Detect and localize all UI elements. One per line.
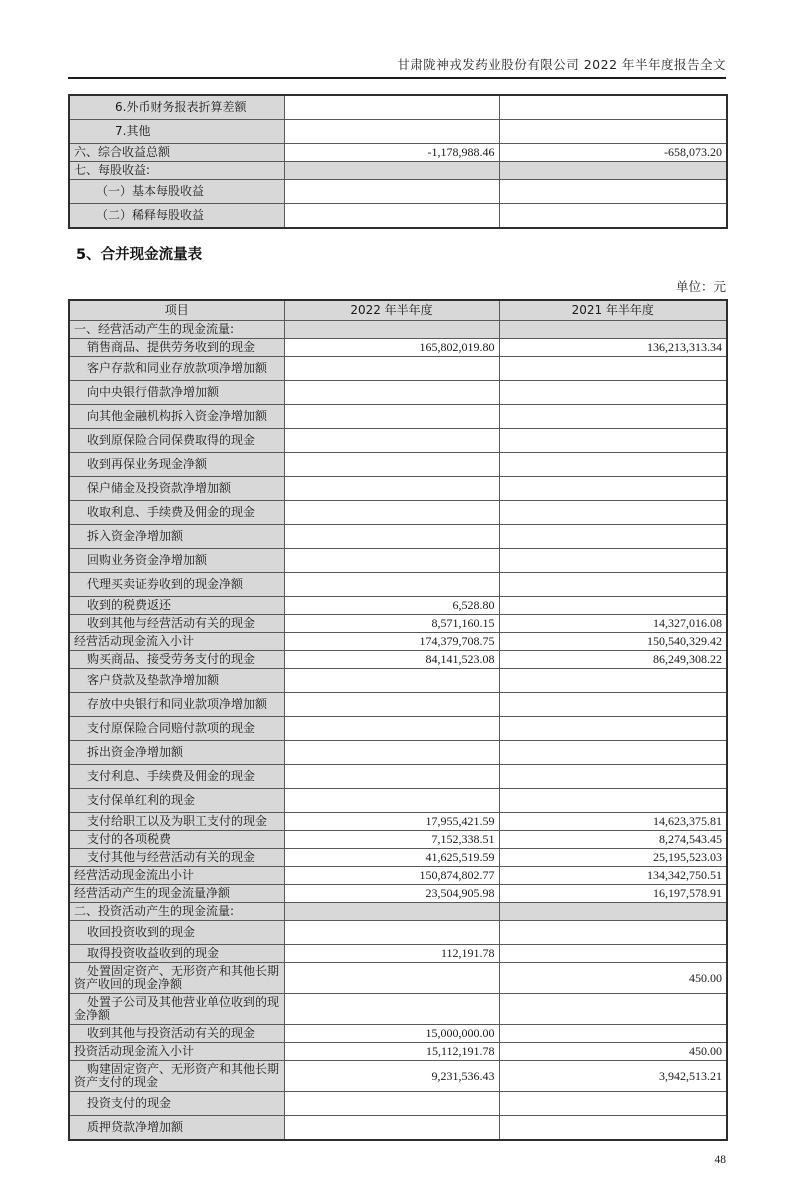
item-label-cell: 6.外币财务报表折算差额 bbox=[69, 95, 284, 120]
item-label-cell: 处置固定资产、无形资产和其他长期资产收回的现金净额 bbox=[69, 963, 284, 994]
value-2021-cell bbox=[499, 994, 727, 1025]
value-2022-cell bbox=[284, 573, 499, 597]
table-row bbox=[69, 669, 727, 693]
item-label-cell: 支付的各项税费 bbox=[69, 831, 284, 849]
item-label-cell: 处置子公司及其他营业单位收到的现金净额 bbox=[69, 994, 284, 1025]
table-row bbox=[69, 849, 727, 867]
table-row bbox=[69, 921, 727, 945]
value-2021-cell: 14,623,375.81 bbox=[499, 813, 727, 831]
column-header-item: 项目 bbox=[69, 300, 284, 321]
value-2022-cell: 23,504,905.98 bbox=[284, 885, 499, 903]
value-2021-cell bbox=[499, 120, 727, 144]
value-2022-cell bbox=[284, 405, 499, 429]
value-2021-cell bbox=[499, 1025, 727, 1043]
table-row bbox=[69, 994, 727, 1025]
value-2021-cell bbox=[499, 1092, 727, 1116]
table-row bbox=[69, 477, 727, 501]
value-2022-cell bbox=[284, 693, 499, 717]
item-label-cell: 七、每股收益: bbox=[69, 162, 284, 180]
value-2022-cell: 174,379,708.75 bbox=[284, 633, 499, 651]
value-2022-cell bbox=[284, 180, 499, 204]
value-2022-cell: 8,571,160.15 bbox=[284, 615, 499, 633]
value-2022-cell bbox=[284, 549, 499, 573]
item-label-cell: 代理买卖证券收到的现金净额 bbox=[69, 573, 284, 597]
value-2021-cell: 450.00 bbox=[499, 1043, 727, 1061]
column-header-2021: 2021 年半年度 bbox=[499, 300, 727, 321]
value-2021-cell bbox=[499, 903, 727, 921]
value-2022-cell bbox=[284, 357, 499, 381]
value-2021-cell bbox=[499, 357, 727, 381]
table-row bbox=[69, 1061, 727, 1092]
table-row bbox=[69, 633, 727, 651]
item-label-cell: 二、投资活动产生的现金流量: bbox=[69, 903, 284, 921]
item-label-cell: 支付保单红利的现金 bbox=[69, 789, 284, 813]
value-2021-cell: 86,249,308.22 bbox=[499, 651, 727, 669]
report-page bbox=[0, 57, 793, 1179]
table-row bbox=[69, 549, 727, 573]
table-row bbox=[69, 204, 727, 229]
table-row bbox=[69, 765, 727, 789]
value-2022-cell bbox=[284, 765, 499, 789]
item-label-cell: 客户贷款及垫款净增加额 bbox=[69, 669, 284, 693]
item-label-cell: 向中央银行借款净增加额 bbox=[69, 381, 284, 405]
value-2021-cell bbox=[499, 945, 727, 963]
value-2021-cell bbox=[499, 501, 727, 525]
value-2021-cell: 8,274,543.45 bbox=[499, 831, 727, 849]
item-label-cell: 收到的税费返还 bbox=[69, 597, 284, 615]
value-2022-cell: 41,625,519.59 bbox=[284, 849, 499, 867]
table-row bbox=[69, 717, 727, 741]
item-label-cell: 一、经营活动产生的现金流量: bbox=[69, 321, 284, 339]
value-2022-cell bbox=[284, 921, 499, 945]
item-label-cell: 经营活动产生的现金流量净额 bbox=[69, 885, 284, 903]
item-label-cell: 投资活动现金流入小计 bbox=[69, 1043, 284, 1061]
unit-label: 单位：元 bbox=[675, 279, 726, 294]
value-2021-cell: 136,213,313.34 bbox=[499, 339, 727, 357]
value-2021-cell: 16,197,578.91 bbox=[499, 885, 727, 903]
comprehensive-income-table-body bbox=[69, 95, 727, 228]
value-2021-cell bbox=[499, 741, 727, 765]
item-label-cell: 7.其他 bbox=[69, 120, 284, 144]
value-2022-cell: 6,528.80 bbox=[284, 597, 499, 615]
table-row bbox=[69, 339, 727, 357]
value-2022-cell: 15,112,191.78 bbox=[284, 1043, 499, 1061]
value-2021-cell bbox=[499, 525, 727, 549]
value-2022-cell bbox=[284, 381, 499, 405]
item-label-cell: 支付其他与经营活动有关的现金 bbox=[69, 849, 284, 867]
item-label-cell: 收到其他与经营活动有关的现金 bbox=[69, 615, 284, 633]
item-label-cell: 收到再保业务现金净额 bbox=[69, 453, 284, 477]
item-label-cell: 收到其他与投资活动有关的现金 bbox=[69, 1025, 284, 1043]
table-row bbox=[69, 95, 727, 120]
section-title: 5、合并现金流量表 bbox=[76, 247, 203, 263]
item-label-cell: 投资支付的现金 bbox=[69, 1092, 284, 1116]
item-label-cell: 质押贷款净增加额 bbox=[69, 1116, 284, 1141]
value-2022-cell bbox=[284, 1116, 499, 1141]
table-row bbox=[69, 885, 727, 903]
table-row bbox=[69, 357, 727, 381]
table-row bbox=[69, 405, 727, 429]
value-2022-cell bbox=[284, 95, 499, 120]
value-2022-cell bbox=[284, 669, 499, 693]
value-2021-cell bbox=[499, 204, 727, 229]
table-row bbox=[69, 903, 727, 921]
table-row bbox=[69, 1043, 727, 1061]
value-2021-cell bbox=[499, 921, 727, 945]
table-row bbox=[69, 429, 727, 453]
cashflow-table-head bbox=[69, 300, 727, 321]
item-label-cell: 回购业务资金净增加额 bbox=[69, 549, 284, 573]
value-2021-cell bbox=[499, 453, 727, 477]
table-row bbox=[69, 651, 727, 669]
value-2021-cell: 14,327,016.08 bbox=[499, 615, 727, 633]
item-label-cell: 向其他金融机构拆入资金净增加额 bbox=[69, 405, 284, 429]
value-2021-cell bbox=[499, 162, 727, 180]
table-row bbox=[69, 120, 727, 144]
item-label-cell: （一）基本每股收益 bbox=[69, 180, 284, 204]
value-2021-cell bbox=[499, 321, 727, 339]
value-2022-cell bbox=[284, 162, 499, 180]
value-2022-cell bbox=[284, 120, 499, 144]
value-2022-cell bbox=[284, 204, 499, 229]
table-row bbox=[69, 525, 727, 549]
table-row bbox=[69, 597, 727, 615]
table-row bbox=[69, 381, 727, 405]
table-row bbox=[69, 573, 727, 597]
value-2021-cell bbox=[499, 693, 727, 717]
value-2022-cell bbox=[284, 994, 499, 1025]
value-2021-cell bbox=[499, 477, 727, 501]
value-2022-cell: 9,231,536.43 bbox=[284, 1061, 499, 1092]
item-label-cell: 收到原保险合同保费取得的现金 bbox=[69, 429, 284, 453]
value-2022-cell: 84,141,523.08 bbox=[284, 651, 499, 669]
table-row bbox=[69, 1025, 727, 1043]
value-2022-cell bbox=[284, 429, 499, 453]
table-row bbox=[69, 321, 727, 339]
value-2021-cell bbox=[499, 573, 727, 597]
item-label-cell: 六、综合收益总额 bbox=[69, 144, 284, 162]
table-row bbox=[69, 1092, 727, 1116]
value-2022-cell bbox=[284, 903, 499, 921]
item-label-cell: 取得投资收益收到的现金 bbox=[69, 945, 284, 963]
item-label-cell: 购建固定资产、无形资产和其他长期资产支付的现金 bbox=[69, 1061, 284, 1092]
value-2022-cell bbox=[284, 717, 499, 741]
table-row bbox=[69, 453, 727, 477]
value-2021-cell: 134,342,750.51 bbox=[499, 867, 727, 885]
value-2022-cell: 112,191.78 bbox=[284, 945, 499, 963]
item-label-cell: 收取利息、手续费及佣金的现金 bbox=[69, 501, 284, 525]
value-2022-cell: 15,000,000.00 bbox=[284, 1025, 499, 1043]
column-header-2022: 2022 年半年度 bbox=[284, 300, 499, 321]
item-label-cell: 销售商品、提供劳务收到的现金 bbox=[69, 339, 284, 357]
item-label-cell: 保户储金及投资款净增加额 bbox=[69, 477, 284, 501]
page-number: 48 bbox=[714, 1154, 726, 1166]
table-row bbox=[69, 501, 727, 525]
value-2021-cell bbox=[499, 765, 727, 789]
table-row bbox=[69, 789, 727, 813]
value-2021-cell bbox=[499, 1116, 727, 1141]
value-2022-cell bbox=[284, 321, 499, 339]
item-label-cell: 拆入资金净增加额 bbox=[69, 525, 284, 549]
value-2022-cell bbox=[284, 789, 499, 813]
value-2022-cell: 7,152,338.51 bbox=[284, 831, 499, 849]
header-rule bbox=[68, 77, 726, 79]
comprehensive-income-table bbox=[68, 94, 728, 229]
item-label-cell: 经营活动现金流出小计 bbox=[69, 867, 284, 885]
value-2021-cell: 3,942,513.21 bbox=[499, 1061, 727, 1092]
table-row bbox=[69, 813, 727, 831]
value-2021-cell bbox=[499, 381, 727, 405]
document-header-title: 甘肃陇神戎发药业股份有限公司 2022 年半年度报告全文 bbox=[397, 57, 726, 72]
header-row bbox=[69, 300, 727, 321]
value-2022-cell bbox=[284, 525, 499, 549]
value-2022-cell bbox=[284, 1092, 499, 1116]
value-2022-cell bbox=[284, 501, 499, 525]
item-label-cell: （二）稀释每股收益 bbox=[69, 204, 284, 229]
item-label-cell: 客户存款和同业存放款项净增加额 bbox=[69, 357, 284, 381]
table-row bbox=[69, 741, 727, 765]
item-label-cell: 支付给职工以及为职工支付的现金 bbox=[69, 813, 284, 831]
cashflow-table bbox=[68, 299, 728, 1141]
value-2021-cell: 150,540,329.42 bbox=[499, 633, 727, 651]
value-2021-cell bbox=[499, 180, 727, 204]
value-2021-cell bbox=[499, 717, 727, 741]
value-2022-cell bbox=[284, 963, 499, 994]
cashflow-table-body bbox=[69, 321, 727, 1141]
value-2022-cell: -1,178,988.46 bbox=[284, 144, 499, 162]
table-row bbox=[69, 693, 727, 717]
table-row bbox=[69, 867, 727, 885]
item-label-cell: 经营活动现金流入小计 bbox=[69, 633, 284, 651]
value-2021-cell bbox=[499, 405, 727, 429]
item-label-cell: 购买商品、接受劳务支付的现金 bbox=[69, 651, 284, 669]
value-2022-cell bbox=[284, 477, 499, 501]
value-2021-cell bbox=[499, 429, 727, 453]
item-label-cell: 存放中央银行和同业款项净增加额 bbox=[69, 693, 284, 717]
value-2021-cell: -658,073.20 bbox=[499, 144, 727, 162]
table-row bbox=[69, 831, 727, 849]
value-2021-cell bbox=[499, 789, 727, 813]
item-label-cell: 拆出资金净增加额 bbox=[69, 741, 284, 765]
value-2021-cell: 450.00 bbox=[499, 963, 727, 994]
table-row bbox=[69, 945, 727, 963]
value-2022-cell: 150,874,802.77 bbox=[284, 867, 499, 885]
item-label-cell: 支付原保险合同赔付款项的现金 bbox=[69, 717, 284, 741]
value-2021-cell bbox=[499, 669, 727, 693]
value-2021-cell bbox=[499, 549, 727, 573]
value-2022-cell bbox=[284, 741, 499, 765]
value-2021-cell bbox=[499, 95, 727, 120]
table-row bbox=[69, 162, 727, 180]
table-row bbox=[69, 144, 727, 162]
table-row bbox=[69, 1116, 727, 1141]
item-label-cell: 支付利息、手续费及佣金的现金 bbox=[69, 765, 284, 789]
value-2022-cell: 17,955,421.59 bbox=[284, 813, 499, 831]
table-row bbox=[69, 963, 727, 994]
value-2021-cell: 25,195,523.03 bbox=[499, 849, 727, 867]
value-2022-cell: 165,802,019.80 bbox=[284, 339, 499, 357]
page-content bbox=[68, 57, 726, 1166]
item-label-cell: 收回投资收到的现金 bbox=[69, 921, 284, 945]
value-2022-cell bbox=[284, 453, 499, 477]
table-row bbox=[69, 180, 727, 204]
value-2021-cell bbox=[499, 597, 727, 615]
table-row bbox=[69, 615, 727, 633]
